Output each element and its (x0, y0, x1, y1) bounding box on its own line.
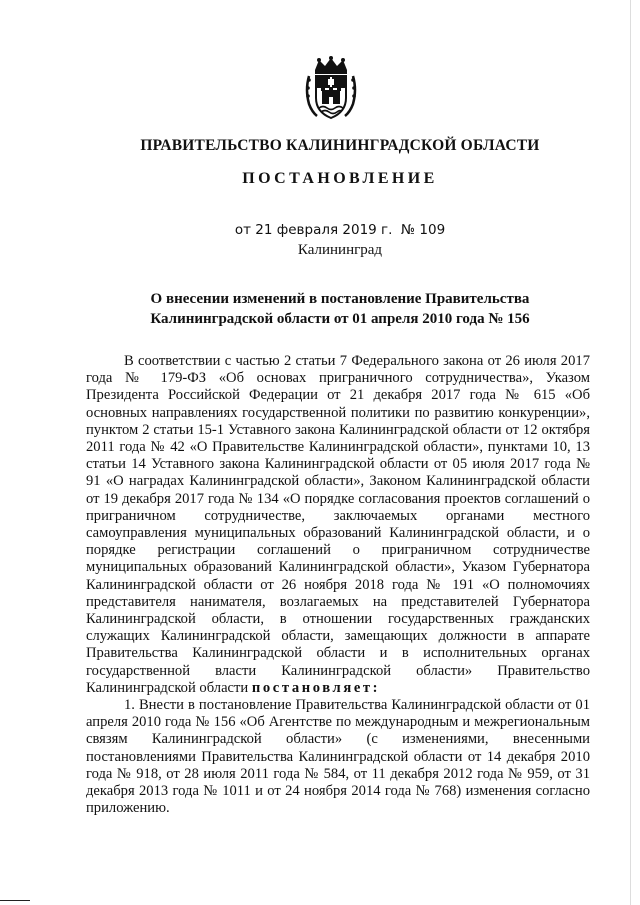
document-type: ПОСТАНОВЛЕНИЕ (242, 170, 438, 187)
preamble-text: В соответствии с частью 2 статьи 7 Федерального закона от 26 июля 2017 года № 179-ФЗ «Об основах приграничного сотрудничества», Указом Президента Российской Федерации от 21 декабря 2017 года № 615 «Об основных направлениях государственной политики по развитию конкуренции», пунктом 2 статьи 15-1 Уставного закона Калининградской области от 12 октября 2011 года № 42 «О Правительстве Калининградской области», пунктами 10, 13 статьи 14 Уставного закона Калининградской области от 05 июля 2017 года № 91 «О наградах Калининградской области», Законом Калининградской области от 19 декабря 2017 года № 134 «О порядке согласования проектов соглашений о приграничном сотрудничестве, заключаемых органами местного самоуправления муниципальных образований Калининградской области, и о порядке регистрации соглашений о приграничном сотрудничестве муниципальных образований Калининградской области», Указом Губернатора Калининградской области от 26 ноября 2018 года № 191 «О полномочиях представителя нанимателя, возлагаемых на представителей Губернатора Калининградской области, в отношении государственных гражданских служащих Калининградской области, замещающих должности в аппарате Правительства Калининградской области и в исполнительных органах государственной власти Калининградской области» Правительство Калининградской области (86, 353, 590, 696)
document-year: 2019 г. (342, 222, 393, 238)
date-line (60, 222, 620, 238)
bottom-edge-line (0, 900, 30, 901)
title-line-1: О внесении изменений в постановление Правительства (150, 291, 530, 307)
document-body (86, 353, 590, 817)
paragraph-preamble (86, 353, 590, 697)
date-prefix: от (234, 222, 251, 238)
kaliningrad-coat-of-arms-icon (303, 56, 359, 122)
organization-name: ПРАВИТЕЛЬСТВО КАЛИНИНГРАДСКОЙ ОБЛАСТИ (140, 137, 540, 154)
resolves-keyword: постановляет: (251, 679, 381, 696)
title-line-2: Калининградской области от 01 апреля 2010 года № 156 (150, 311, 530, 327)
paragraph-item-1: 1. Внести в постановление Правительства Калининградской области от 01 апреля 2010 года № 156 «Об Агентстве по международным и межрегиональным связям Калининградской области» (с изменениями, внесенными постановлениями Правительства Калининградской области от 14 декабря 2010 года № 918, от 28 июля 2011 года № 584, от 11 декабря 2012 года № 959, от 31 декабря 2013 года № 1011 и от 24 ноября 2014 года № 768) изменения согласно приложению. (86, 697, 590, 817)
document-number: 109 (419, 222, 446, 238)
number-prefix: № (401, 222, 416, 238)
document-date: 21 февраля (255, 222, 339, 238)
city: Калининград (297, 242, 383, 258)
document-title (80, 289, 600, 329)
right-edge-line (630, 0, 631, 905)
